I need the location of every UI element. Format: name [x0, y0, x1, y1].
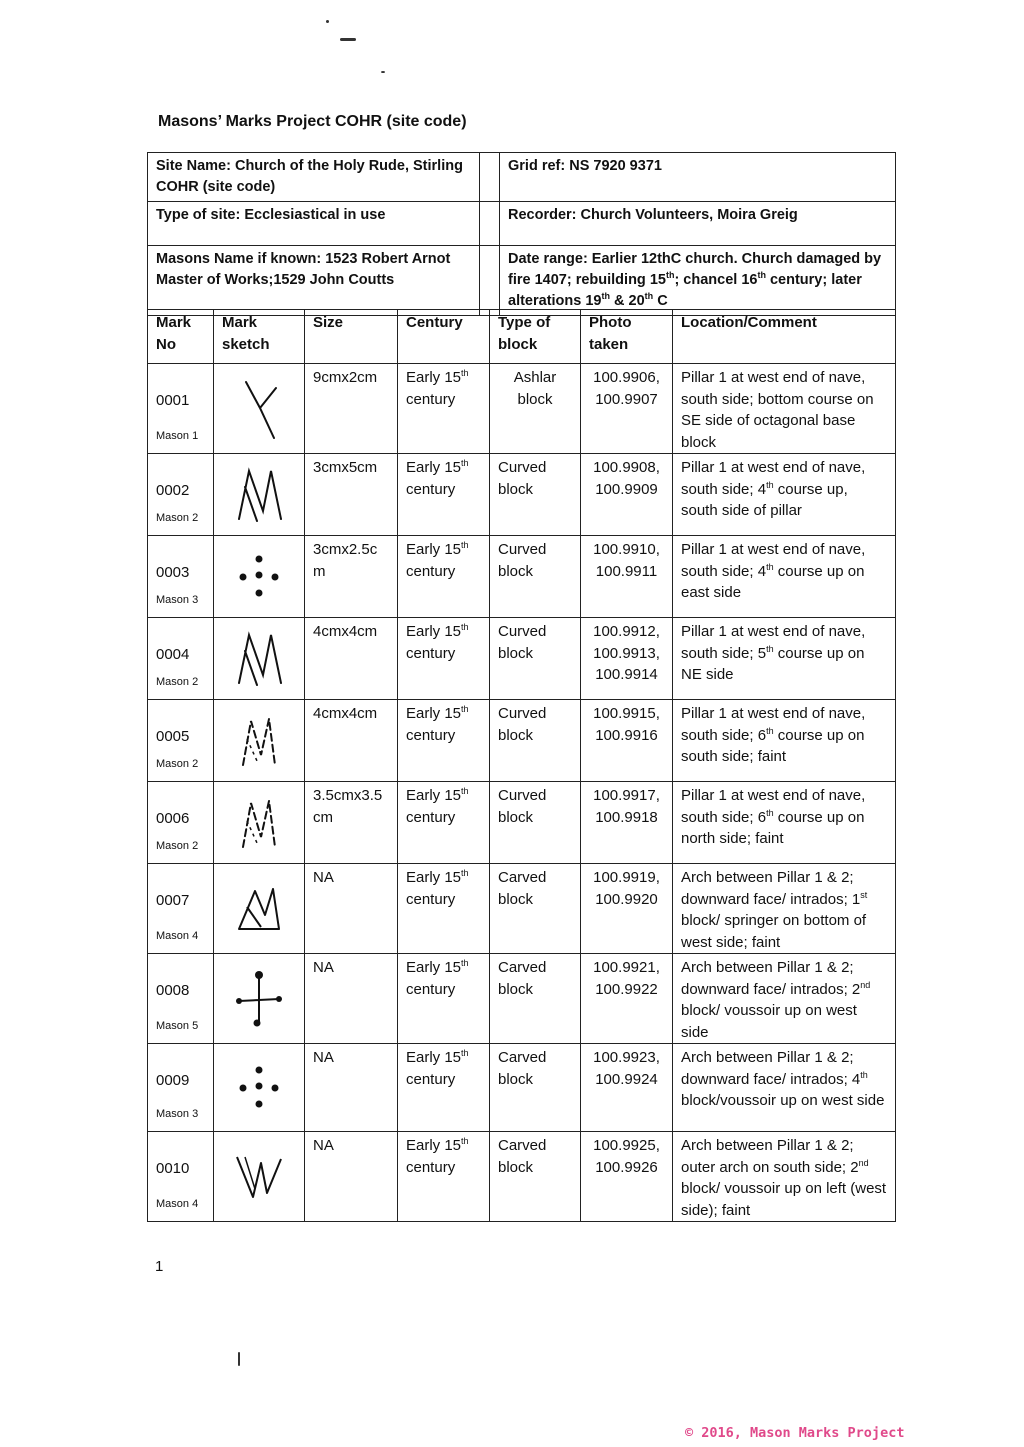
superscript: th — [461, 368, 469, 378]
century-text: century — [406, 390, 456, 408]
mark-no: 0006 — [156, 810, 190, 827]
scan-speck — [326, 20, 329, 23]
photo-cell: 100.9915, 100.9916 — [581, 700, 673, 782]
location-text: Pillar 1 at west end of nave, south side; 5 — [681, 623, 866, 662]
location-text: block/ voussoir up on west side — [681, 1002, 857, 1041]
mark-sketch-cell — [214, 954, 305, 1044]
location-text: course up on NE side — [681, 644, 865, 683]
photo-cell: 100.9921, 100.9922 — [581, 954, 673, 1044]
column-header: Location/Comment — [673, 310, 896, 364]
mark-m-faint-icon — [214, 793, 304, 853]
mason-label: Mason 2 — [156, 757, 199, 770]
century-text: Early 15 — [406, 787, 462, 804]
mark-m-icon — [214, 465, 304, 525]
superscript: th — [766, 725, 774, 736]
century-text: Early 15 — [406, 959, 462, 976]
location-cell — [673, 618, 896, 700]
century-cell — [398, 1044, 490, 1132]
grid-ref: Grid ref: NS 7920 9371 — [500, 153, 896, 202]
superscript: th — [461, 1136, 469, 1146]
century-text: Early 15 — [406, 869, 462, 886]
date-range-text: & 20 — [610, 293, 645, 309]
type-of-site: Type of site: Ecclesiastical in use — [148, 202, 480, 246]
size-cell: 3.5cmx3.5cm — [305, 782, 398, 864]
location-text: Pillar 1 at west end of nave, south side; 6 — [681, 705, 866, 744]
date-range-text: century; later alterations 19 — [508, 272, 862, 309]
mark-sketch-cell — [214, 782, 305, 864]
photo-cell: 100.9906, 100.9907 — [581, 364, 673, 454]
block-type-cell: Carved block — [490, 1132, 581, 1222]
superscript: th — [757, 270, 766, 281]
superscript: th — [461, 868, 469, 878]
location-text: Pillar 1 at west end of nave, south side; bottom course on SE side of octagonal base block — [681, 369, 874, 451]
photo-cell: 100.9908, 100.9909 — [581, 454, 673, 536]
superscript: nd — [858, 1157, 869, 1168]
mark-no-cell — [148, 454, 214, 536]
mark-no: 0004 — [156, 646, 190, 663]
superscript: th — [461, 958, 469, 968]
mark-sketch-cell — [214, 700, 305, 782]
mark-sketch-cell — [214, 1044, 305, 1132]
mark-no-cell — [148, 1044, 214, 1132]
superscript: th — [461, 540, 469, 550]
site-name: Site Name: Church of the Holy Rude, Stirling COHR (site code) — [148, 153, 480, 202]
mark-delta-m-icon — [214, 879, 304, 939]
block-type-cell: Curved block — [490, 454, 581, 536]
century-cell — [398, 954, 490, 1044]
mark-w-icon — [214, 1149, 304, 1205]
mark-sketch-cell — [214, 864, 305, 954]
superscript: th — [461, 786, 469, 796]
century-text: century — [406, 980, 456, 998]
superscript: th — [644, 291, 654, 302]
mark-no: 0009 — [156, 1072, 190, 1089]
table-row — [148, 364, 896, 454]
century-text: century — [406, 1158, 456, 1176]
location-text: block/ voussoir up on left (west side); faint — [681, 1180, 887, 1219]
size-cell: NA — [305, 1132, 398, 1222]
superscript: th — [766, 561, 774, 572]
mark-m-faint-icon — [214, 711, 304, 771]
century-text: Early 15 — [406, 705, 462, 722]
location-text: block/ springer on bottom of west side; faint — [681, 912, 867, 951]
table-row — [148, 954, 896, 1044]
century-text: Early 15 — [406, 1049, 462, 1066]
spacer-cell — [480, 202, 500, 246]
mark-no-cell — [148, 864, 214, 954]
superscript: th — [766, 479, 774, 490]
century-text: Early 15 — [406, 369, 462, 386]
century-text: century — [406, 480, 456, 498]
size-cell: NA — [305, 1044, 398, 1132]
location-cell — [673, 782, 896, 864]
block-type-cell: Curved block — [490, 782, 581, 864]
date-range-text: ; chancel 16 — [674, 272, 758, 288]
photo-cell: 100.9917, 100.9918 — [581, 782, 673, 864]
column-header: Type of block — [490, 310, 581, 364]
photo-cell: 100.9919, 100.9920 — [581, 864, 673, 954]
block-type-cell: Curved block — [490, 700, 581, 782]
century-text: century — [406, 562, 456, 580]
size-cell: 4cmx4cm — [305, 618, 398, 700]
superscript: th — [766, 807, 774, 818]
table-row — [148, 618, 896, 700]
date-range-text: C — [653, 293, 668, 309]
location-cell — [673, 954, 896, 1044]
page-number: 1 — [155, 1258, 164, 1275]
century-text: Early 15 — [406, 459, 462, 476]
mark-no-cell — [148, 536, 214, 618]
site-info-table — [147, 152, 896, 316]
masons-name: Masons Name if known: 1523 Robert Arnot Master of Works;1529 John Coutts — [148, 246, 480, 316]
century-text: Early 15 — [406, 1137, 462, 1154]
scan-speck — [340, 38, 356, 41]
location-cell — [673, 454, 896, 536]
table-row — [148, 1044, 896, 1132]
date-range — [500, 246, 896, 316]
superscript: th — [860, 1069, 868, 1080]
location-text: course up, south side of pillar — [681, 480, 848, 519]
mark-sketch-cell — [214, 536, 305, 618]
mark-sketch-cell — [214, 618, 305, 700]
photo-cell: 100.9910, 100.9911 — [581, 536, 673, 618]
table-row — [148, 1132, 896, 1222]
mason-label: Mason 1 — [156, 429, 199, 442]
location-text: Arch between Pillar 1 & 2; downward face/ intrados; 1 — [681, 869, 861, 908]
size-cell: NA — [305, 864, 398, 954]
block-type-cell: Curved block — [490, 536, 581, 618]
size-cell: NA — [305, 954, 398, 1044]
century-text: century — [406, 808, 456, 826]
column-header: Mark sketch — [214, 310, 305, 364]
recorder: Recorder: Church Volunteers, Moira Greig — [500, 202, 896, 246]
mason-label: Mason 3 — [156, 1107, 199, 1120]
location-text: Pillar 1 at west end of nave, south side; 4 — [681, 541, 866, 580]
column-header: Photo taken — [581, 310, 673, 364]
superscript: st — [860, 889, 868, 900]
century-cell — [398, 536, 490, 618]
mark-no: 0007 — [156, 892, 190, 909]
column-header: Size — [305, 310, 398, 364]
mark-no: 0003 — [156, 564, 190, 581]
mason-label: Mason 2 — [156, 511, 199, 524]
mark-dots-icon — [214, 547, 304, 607]
mason-label: Mason 4 — [156, 929, 199, 942]
century-cell — [398, 1132, 490, 1222]
size-cell: 3cmx5cm — [305, 454, 398, 536]
superscript: th — [766, 643, 774, 654]
table-row — [148, 864, 896, 954]
table-row — [148, 454, 896, 536]
century-cell — [398, 618, 490, 700]
mark-sketch-cell — [214, 454, 305, 536]
century-text: century — [406, 890, 456, 908]
century-cell — [398, 782, 490, 864]
location-cell — [673, 364, 896, 454]
location-text: Arch between Pillar 1 & 2; downward face/ intrados; 4 — [681, 1049, 861, 1088]
mark-no: 0002 — [156, 482, 190, 499]
mark-sketch-cell — [214, 364, 305, 454]
century-text: Early 15 — [406, 541, 462, 558]
mark-y-icon — [214, 374, 304, 444]
location-text: Arch between Pillar 1 & 2; outer arch on south side; 2 — [681, 1137, 859, 1176]
mark-no-cell — [148, 364, 214, 454]
mark-sketch-cell — [214, 1132, 305, 1222]
mason-label: Mason 4 — [156, 1197, 199, 1210]
size-cell: 4cmx4cm — [305, 700, 398, 782]
column-header: Mark No — [148, 310, 214, 364]
footer-copyright: © 2016, Mason Marks Project — [685, 1425, 905, 1441]
location-text: course up on east side — [681, 562, 865, 601]
mark-no-cell — [148, 700, 214, 782]
block-type-cell: Carved block — [490, 864, 581, 954]
century-cell — [398, 700, 490, 782]
date-range-text: Date range: Earlier 12thC church. Church damaged by fire 1407; rebuilding 15 — [508, 251, 882, 288]
location-text: block/voussoir up on west side — [681, 1092, 885, 1109]
superscript: th — [601, 291, 610, 302]
block-type-cell: Carved block — [490, 954, 581, 1044]
superscript: th — [461, 458, 469, 468]
superscript: th — [665, 270, 675, 281]
location-text: Pillar 1 at west end of nave, south side; 4 — [681, 459, 866, 498]
century-cell — [398, 364, 490, 454]
photo-cell: 100.9923, 100.9924 — [581, 1044, 673, 1132]
location-cell — [673, 1132, 896, 1222]
location-cell — [673, 864, 896, 954]
location-cell — [673, 1044, 896, 1132]
mark-no: 0005 — [156, 728, 190, 745]
location-text: Pillar 1 at west end of nave, south side; 6 — [681, 787, 866, 826]
mark-no-cell — [148, 1132, 214, 1222]
century-text: century — [406, 1070, 456, 1088]
size-cell: 9cmx2cm — [305, 364, 398, 454]
mason-label: Mason 5 — [156, 1019, 199, 1032]
mason-label: Mason 2 — [156, 675, 199, 688]
table-row — [148, 536, 896, 618]
document-title: Masons’ Marks Project COHR (site code) — [158, 113, 467, 130]
spacer-cell — [480, 246, 500, 316]
mark-no-cell — [148, 618, 214, 700]
century-cell — [398, 864, 490, 954]
mason-label: Mason 2 — [156, 839, 199, 852]
block-type-cell: Carved block — [490, 1044, 581, 1132]
table-row — [148, 700, 896, 782]
mark-no: 0010 — [156, 1160, 190, 1177]
location-text: course up on north side; faint — [681, 808, 865, 847]
photo-cell: 100.9925, 100.9926 — [581, 1132, 673, 1222]
marks-table — [147, 309, 896, 1222]
location-text: course up on south side; faint — [681, 726, 865, 765]
spacer-cell — [480, 153, 500, 202]
location-text: Arch between Pillar 1 & 2; downward face/ intrados; 2 — [681, 959, 861, 998]
mark-no: 0001 — [156, 392, 190, 409]
superscript: th — [461, 1048, 469, 1058]
block-type-cell: Curved block — [490, 618, 581, 700]
superscript: nd — [860, 979, 871, 990]
mark-m-icon — [214, 629, 304, 689]
mark-dots-icon — [214, 1058, 304, 1118]
photo-cell: 100.9912, 100.9913, 100.9914 — [581, 618, 673, 700]
mason-label: Mason 3 — [156, 593, 199, 606]
mark-no-cell — [148, 782, 214, 864]
century-text: century — [406, 726, 456, 744]
century-text: century — [406, 644, 456, 662]
mark-cross-icon — [214, 967, 304, 1031]
century-cell — [398, 454, 490, 536]
location-cell — [673, 700, 896, 782]
mark-no-cell — [148, 954, 214, 1044]
location-cell — [673, 536, 896, 618]
scan-speck — [381, 71, 385, 73]
superscript: th — [461, 704, 469, 714]
block-type-cell: Ashlar block — [490, 364, 581, 454]
column-header: Century — [398, 310, 490, 364]
size-cell: 3cmx2.5cm — [305, 536, 398, 618]
mark-no: 0008 — [156, 982, 190, 999]
century-text: Early 15 — [406, 623, 462, 640]
superscript: th — [461, 622, 469, 632]
scan-speck — [238, 1352, 240, 1366]
table-row — [148, 782, 896, 864]
